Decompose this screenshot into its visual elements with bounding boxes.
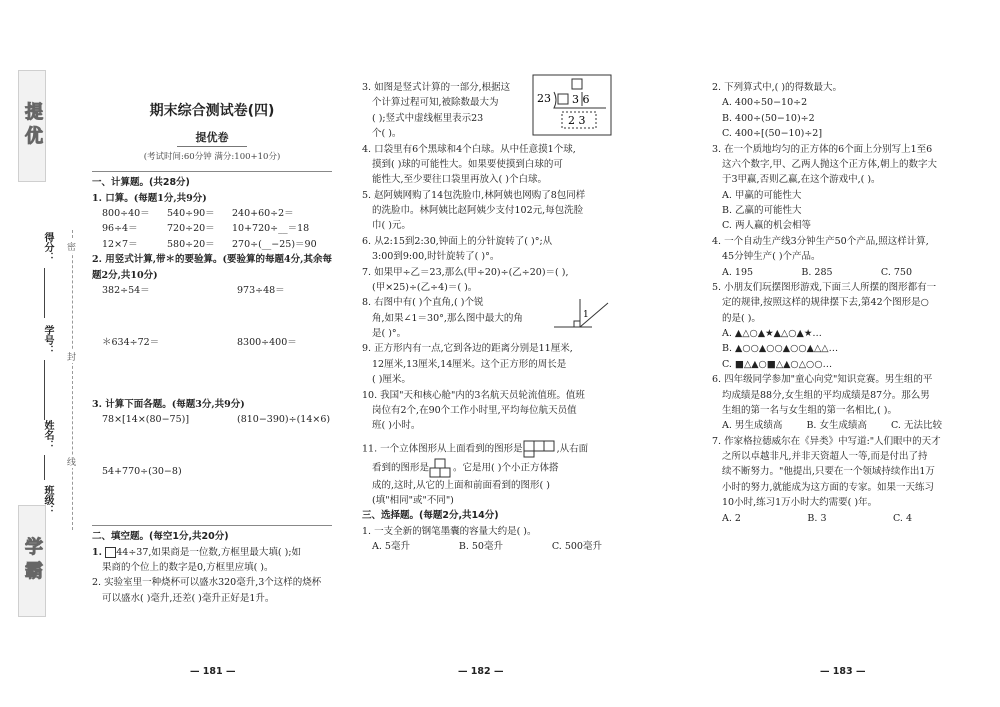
q11-text: 11. 一个立体图形从上面看到的图形是 [362, 443, 523, 455]
q6-line: 6. 从2:15到2:30,钟面上的分针旋转了( )°;从 [362, 235, 553, 247]
option-a: A. 5毫升 [372, 541, 410, 553]
c7-options [712, 511, 912, 526]
q10-line: 10. 我国"天和核心舱"内的3名航天员轮流值班。值班 [362, 389, 585, 401]
q2-row-2 [92, 335, 332, 397]
oral-item: 12×7＝ [102, 238, 138, 250]
q3-row-2 [92, 464, 332, 522]
page2-column [362, 80, 624, 555]
seal-char-2: 封 [67, 350, 76, 363]
q4-line: 摸到( )球的可能性大。如果要使摸到白球的可 [372, 158, 563, 170]
q7-line: 7. 如果甲÷乙＝23,那么(甲÷20)÷(乙÷20)＝( ), [362, 266, 569, 278]
c3-line: 3. 在一个质地均匀的正方体的6个面上分别写上1至6 [712, 143, 933, 155]
divider [92, 171, 332, 172]
q3-line: 个( )。 [372, 128, 402, 140]
quotient-box [572, 79, 582, 89]
option-a: A. 195 [722, 266, 754, 278]
q7-line: (甲×25)÷(乙÷4)＝( )。 [372, 281, 478, 293]
q2-item: 382÷54＝ [102, 284, 150, 296]
c4-line: 45分钟生产( )个产品。 [722, 251, 821, 263]
long-division-figure [532, 74, 612, 136]
option-a: A. 400÷50−10÷2 [722, 97, 808, 109]
page-subtitle: 提优卷 [177, 129, 247, 148]
label-name: 姓名： [42, 420, 53, 450]
oral-item: 720÷20＝ [167, 223, 215, 235]
q3-item: 54+770÷(30−8) [102, 466, 182, 478]
q11-text: 。它是用( )个小正方体搭 [453, 462, 559, 474]
section2-heading: 二、填空题。(每空1分,共20分) [92, 531, 229, 543]
c5-line: 的是( )。 [722, 312, 761, 324]
oral-item: 96÷4＝ [102, 223, 138, 235]
option-a: A. 甲赢的可能性大 [722, 189, 802, 201]
page3-column [712, 80, 980, 526]
q5-line: 的洗脸巾。林阿姨比赵阿姨少支付102元,每包洗脸 [372, 205, 584, 216]
f1-number: 1. [92, 546, 106, 558]
oral-item: 270÷(__−25)＝90 [232, 238, 317, 250]
page-number-182: — 182 — [458, 666, 504, 677]
seal-char-1: 密 [67, 240, 76, 253]
option-a: A. 2 [722, 512, 741, 524]
q9-line: 12厘米,13厘米,14厘米。这个正方形的周长是 [372, 358, 567, 370]
section3-heading: 三、选择题。(每题2分,共14分) [362, 510, 499, 522]
page1-column [92, 78, 332, 606]
square [524, 451, 534, 457]
c7-line: 续不断努力。"他提出,只要在一个领域持续作出1万 [722, 466, 935, 478]
q1-heading: 1. 口算。(每题1分,共9分) [92, 192, 207, 204]
c2-question: 2. 下列算式中,( )的得数最大。 [712, 82, 843, 93]
q11-line-1 [362, 440, 624, 458]
q6-line: 3:00到9:00,时针旋转了( )°。 [372, 251, 500, 263]
right-view-figure [429, 458, 453, 478]
dividend-box [558, 94, 568, 104]
q3-item: 78×[14×(80−75)] [102, 414, 190, 426]
q10-line: 班( )小时。 [372, 420, 421, 432]
p2-q3 [362, 80, 624, 142]
q4-line: 4. 口袋里有6个黑球和4个白球。从中任意摸1个球, [362, 143, 576, 155]
option-b: B. 50毫升 [458, 541, 503, 553]
dividend-digits: 3 6 [572, 93, 590, 106]
oral-item: 540÷90＝ [167, 208, 215, 219]
option-c: C. 400÷[(50−10)÷2] [722, 128, 823, 140]
q11-line-2 [362, 458, 624, 478]
option-c: C. ■△▲○■△▲○△○○… [722, 358, 833, 370]
page-number-181: — 181 — [190, 666, 236, 677]
top-view-figure [523, 440, 557, 458]
oral-row [92, 221, 332, 236]
q3-heading: 3. 计算下面各题。(每题3分,共9分) [92, 398, 245, 410]
square [544, 441, 554, 451]
oral-item: 580÷20＝ [167, 238, 215, 250]
c6-options [712, 418, 942, 433]
dashed-digits: 2 3 [568, 114, 586, 127]
option-c: C. 750 [880, 266, 912, 278]
c7-line: 小时的努力,就能成为这方面的专家。如果一天练习 [722, 481, 935, 493]
q9-line: 9. 正方形内有一点,它到各边的距离分别是11厘米, [362, 343, 573, 355]
q8-line: 角,如果∠1＝30°,那么图中最大的角 [372, 312, 523, 324]
q2-row-1 [92, 283, 332, 335]
c7-line: 10小时,练习1万小时大约需要( )年。 [722, 497, 878, 509]
q5-line: 巾( )元。 [372, 220, 411, 232]
score-line [44, 268, 45, 318]
oral-item: 800÷40＝ [102, 208, 150, 219]
c6-line: 生组的第一名与女生组的第一名相比,( )。 [722, 404, 897, 416]
option-b: B. 女生成绩高 [806, 420, 867, 432]
answer-box [105, 547, 116, 558]
page-number-183: — 183 — [820, 666, 866, 677]
q3-line: 个计算过程可知,被除数最大为 [372, 97, 499, 109]
f1-line-1 [92, 545, 332, 560]
q11-text: 看到的图形是 [372, 462, 430, 474]
p2-q8 [362, 295, 624, 341]
q2-item: ＊634÷72＝ [102, 336, 160, 348]
f2-line-2: 可以盛水( )毫升,还差( )毫升正好是1升。 [102, 592, 275, 604]
option-a: A. 男生成绩高 [722, 420, 783, 432]
square [524, 441, 534, 451]
c4-line: 4. 一个自动生产线3分钟生产50个产品,照这样计算, [712, 235, 929, 247]
c5-line: 5. 小朋友们玩摆图形游戏,下面三人所摆的图形都有一 [712, 281, 937, 293]
option-b: B. 3 [807, 512, 827, 524]
option-c: C. 无法比较 [891, 420, 942, 432]
id-line [44, 360, 45, 420]
c7-line: 7. 作家格拉德威尔在《异类》中写道:"人们眼中的天才 [712, 435, 941, 447]
q8-line: 是( )°。 [372, 328, 407, 339]
banner-top: 提优 [18, 70, 46, 182]
f1-line-2: 果商的个位上的数字是0,方框里应填( )。 [102, 562, 274, 573]
q8-line: 8. 右图中有( )个直角,( )个锐 [362, 297, 484, 309]
option-a: A. ▲△○▲★▲△○▲★… [722, 328, 822, 339]
c5-line: 定的规律,按照这样的规律摆下去,第42个图形是○ [722, 297, 929, 309]
angle-figure [552, 297, 612, 333]
f2-line-1: 2. 实验室里一种烧杯可以盛水320毫升,3个这样的烧杯 [92, 577, 322, 589]
option-c: C. 两人赢的机会相等 [722, 220, 811, 232]
square [430, 468, 440, 477]
q10-line: 岗位有2个,在90个工作小时里,平均每位航天员值 [372, 404, 577, 416]
seal-dash-line [72, 230, 73, 530]
c6-line: 6. 四年级同学参加"童心向党"知识竞赛。男生组的平 [712, 374, 933, 386]
oral-row [92, 237, 332, 252]
c4-options [712, 265, 912, 280]
option-b: B. 285 [801, 266, 833, 278]
q5-line: 5. 赵阿姨网购了14包洗脸巾,林阿姨也网购了8包同样 [362, 189, 586, 201]
exam-note: (考试时间:60分钟 满分:100+10分) [143, 152, 281, 163]
c1-question: 1. 一支全新的钢笔墨囊的容量大约是( )。 [362, 525, 537, 537]
q11-text: ,从右面 [556, 443, 589, 455]
banner-bottom: 学霸 [18, 505, 46, 617]
divisor-text: 23 [537, 92, 551, 105]
q11-line-3: 成的,这时,从它的上面和前面看到的图形( ) [372, 479, 550, 491]
right-angle-mark [574, 321, 580, 327]
option-c: C. 4 [892, 512, 912, 524]
option-b: B. ▲○○▲○○▲○○▲△△… [722, 343, 839, 355]
binding-strip [0, 0, 90, 707]
f1-text: 44÷37,如果商是一位数,方框里最大填( );如 [116, 546, 302, 558]
divider [92, 525, 332, 526]
section1-heading: 一、计算题。(共28分) [92, 177, 190, 189]
q3-line: 3. 如图是竖式计算的一部分,根据这 [362, 82, 511, 93]
oral-item: 10+720÷__＝18 [232, 223, 310, 235]
label-id: 学号： [42, 325, 53, 355]
q2-item: 8300÷400＝ [237, 336, 297, 348]
oral-grid [92, 206, 332, 252]
name-line [44, 455, 45, 480]
option-b: B. 乙赢的可能性大 [722, 205, 802, 216]
q2-heading: 2. 用竖式计算,带＊的要验算。(要验算的每题4分,其余每题2分,共10分) [92, 254, 332, 281]
q9-line: ( )厘米。 [372, 374, 411, 386]
option-b: B. 400÷(50−10)÷2 [722, 112, 815, 124]
q3-item: (810−390)÷(14×6) [237, 414, 331, 426]
c3-line: 这六个数字,甲、乙两人抛这个正方体,朝上的数字大 [722, 158, 938, 170]
square [534, 441, 544, 451]
angle-label: 1 [583, 310, 589, 321]
label-score: 得分： [42, 232, 53, 262]
c7-line: 之所以卓越非凡,并非天资超人一等,而是付出了持 [722, 451, 928, 462]
c3-line: 于3甲赢,否则乙赢,在这个游戏中,( )。 [722, 174, 881, 186]
c1-options [362, 539, 602, 554]
square [435, 459, 445, 468]
option-c: C. 500毫升 [551, 541, 602, 553]
q3-line: ( );竖式中虚线框里表示23 [372, 112, 484, 124]
square [440, 468, 450, 477]
q11-line-4: (填"相同"或"不同") [372, 495, 454, 506]
oral-row [92, 206, 332, 221]
c6-line: 均成绩是88分,女生组的平均成绩是87分。那么男 [722, 389, 930, 401]
q4-line: 能性大,至少要往口袋里再放入( )个白球。 [372, 174, 547, 186]
page-title: 期末综合测试卷(四) [149, 103, 275, 119]
seal-char-3: 线 [67, 455, 76, 468]
label-class: 班级： [42, 485, 53, 515]
q2-item: 973÷48＝ [237, 284, 285, 296]
oral-item: 240+60÷2＝ [232, 208, 294, 219]
q3-row-1 [92, 412, 332, 464]
